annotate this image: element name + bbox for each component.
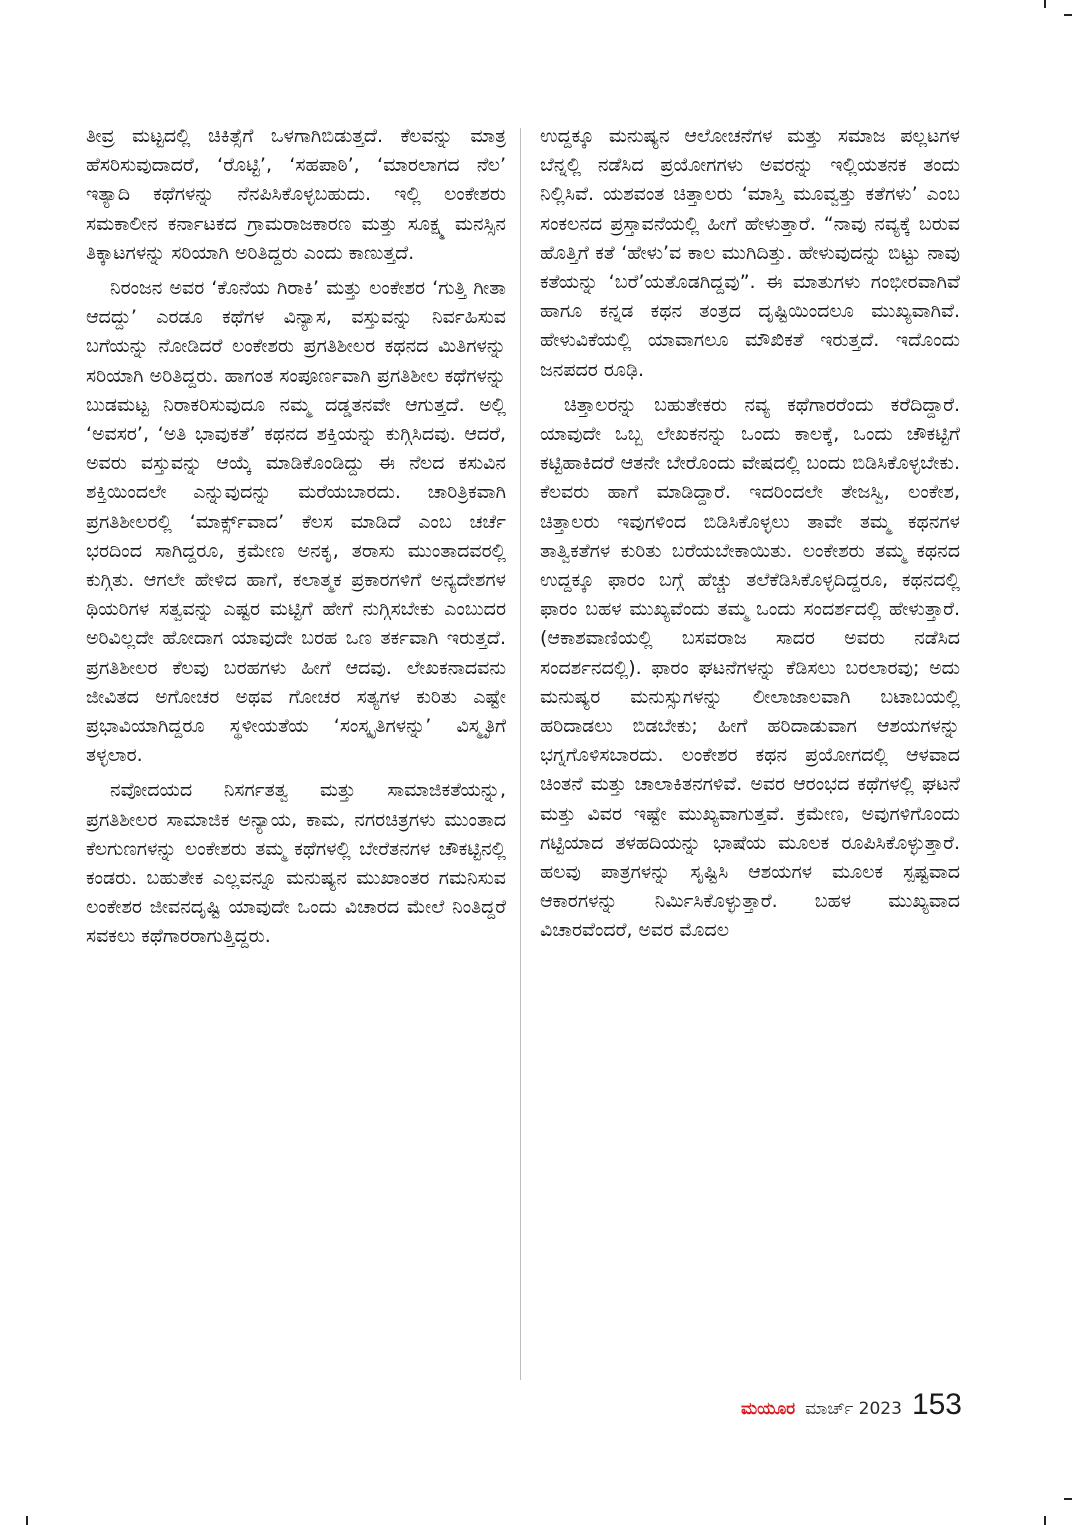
page-number: 153 bbox=[911, 1388, 962, 1421]
right-paragraph-1: ಉದ್ದಕ್ಕೂ ಮನುಷ್ಯನ ಆಲೋಚನೆಗಳ ಮತ್ತು ಸಮಾಜ ಪಲ್ಲಟಗಳ ಬೆನ್ನಲ್ಲಿ ನಡೆಸಿದ ಪ್ರಯೋಗಗಳು ಅವರನ್ನು ಇಲ್ಲಿಯತನಕ ತಂದು ನಿಲ್ಲಿಸಿವೆ. ಯಶವಂತ ಚಿತ್ತಾಲರು ‘ಮಾಸ್ತಿ ಮೂವ್ವತ್ತು ಕತೆಗಳು’ ಎಂಬ ಸಂಕಲನದ ಪ್ರಸ್ತಾವನೆಯಲ್ಲಿ ಹೀಗೆ ಹೇಳುತ್ತಾರೆ. “ನಾವು ನವ್ಯಕ್ಕೆ ಬರುವ ಹೊತ್ತಿಗೆ ಕತೆ ‘ಹೇಳು’ವ ಕಾಲ ಮುಗಿದಿತ್ತು. ಹೇಳುವುದನ್ನು ಬಿಟ್ಟು ನಾವು ಕತೆಯನ್ನು ‘ಬರೆ’ಯತೊಡಗಿದ್ದವು”. ಈ ಮಾತುಗಳು ಗಂಭೀರವಾಗಿವೆ ಹಾಗೂ ಕನ್ನಡ ಕಥನ ತಂತ್ರದ ದೃಷ್ಟಿಯಿಂದಲೂ ಮುಖ್ಯವಾಗಿವೆ. ಹೇಳುವಿಕೆಯಲ್ಲಿ ಯಾವಾಗಲೂ ಮೌಖಿಕತೆ ಇರುತ್ತದೆ. ಇದೊಂದು ಜನಪದರ ರೂಢಿ. bbox=[540, 125, 960, 381]
left-paragraph-1: ತೀವ್ರ ಮಟ್ಟದಲ್ಲಿ ಚಿಕಿತ್ಸೆಗೆ ಒಳಗಾಗಿಬಿಡುತ್ತದೆ. ಕೆಲವನ್ನು ಮಾತ್ರ ಹೆಸರಿಸುವುದಾದರೆ, ‘ರೊಟ್ಟಿ’, ‘ಸಹಪಾಠಿ’, ‘ಮಾರಲಾಗದ ನೆಲ’ ಇತ್ಯಾದಿ ಕಥೆಗಳನ್ನು ನೆನಪಿಸಿಕೊಳ್ಳಬಹುದು. ಇಲ್ಲಿ ಲಂಕೇಶರು ಸಮಕಾಲೀನ ಕರ್ನಾಟಕದ ಗ್ರಾಮರಾಜಕಾರಣ ಮತ್ತು ಸೂಕ್ಷ್ಮ ಮನಸ್ಸಿನ ತಿಕ್ಕಾಟಗಳನ್ನು ಸರಿಯಾಗಿ ಅರಿತಿದ್ದರು ಎಂದು ಕಾಣುತ್ತದೆ. bbox=[86, 125, 506, 264]
column-divider bbox=[520, 128, 521, 1380]
left-column bbox=[86, 122, 506, 1382]
left-paragraph-2: ನಿರಂಜನ ಅವರ ‘ಕೊನೆಯ ಗಿರಾಕಿ’ ಮತ್ತು ಲಂಕೇಶರ ‘ಗುತ್ತಿ ಗೀತಾ ಆದದ್ದು’ ಎರಡೂ ಕಥೆಗಳ ವಿನ್ಯಾಸ, ವಸ್ತುವನ್ನು ನಿರ್ವಹಿಸುವ ಬಗೆಯನ್ನು ನೋಡಿದರೆ ಲಂಕೇಶರು ಪ್ರಗತಿಶೀಲರ ಕಥನದ ಮಿತಿಗಳನ್ನು ಸರಿಯಾಗಿ ಅರಿತಿದ್ದರು. ಹಾಗಂತ ಸಂಪೂರ್ಣವಾಗಿ ಪ್ರಗತಿಶೀಲ ಕಥೆಗಳನ್ನು ಬುಡಮಟ್ಟ ನಿರಾಕರಿಸುವುದೂ ನಮ್ಮ ದಡ್ಡತನವೇ ಆಗುತ್ತದೆ. ಅಲ್ಲಿ ‘ಅವಸರ’, ‘ಅತಿ ಭಾವುಕತೆ’ ಕಥನದ ಶಕ್ತಿಯನ್ನು ಕುಗ್ಗಿಸಿದವು. ಆದರೆ, ಅವರು ವಸ್ತುವನ್ನು ಆಯ್ಕೆ ಮಾಡಿಕೊಂಡಿದ್ದು ಈ ನೆಲದ ಕಸುವಿನ ಶಕ್ತಿಯಿಂದಲೇ ಎನ್ನುವುದನ್ನು ಮರೆಯಬಾರದು. ಚಾರಿತ್ರಿಕವಾಗಿ ಪ್ರಗತಿಶೀಲರಲ್ಲಿ ‘ಮಾರ್ಕ್ಸ್‌ವಾದ’ ಕೆಲಸ ಮಾಡಿದೆ ಎಂಬ ಚರ್ಚೆ ಭರದಿಂದ ಸಾಗಿದ್ದರೂ, ಕ್ರಮೇಣ ಅನಕೃ, ತರಾಸು ಮುಂತಾದವರಲ್ಲಿ ಕುಗ್ಗಿತು. ಆಗಲೇ ಹೇಳಿದ ಹಾಗೆ, ಕಲಾತ್ಮಕ ಪ್ರಕಾರಗಳಿಗೆ ಅನ್ಯದೇಶಗಳ ಥಿಯರಿಗಳ ಸತ್ವವನ್ನು ಎಷ್ಟರ ಮಟ್ಟಿಗೆ ಹೇಗೆ ನುಗ್ಗಿಸಬೇಕು ಎಂಬುದರ ಅರಿವಿಲ್ಲದೇ ಹೋದಾಗ ಯಾವುದೇ ಬರಹ ಒಣ ತರ್ಕವಾಗಿ ಇರುತ್ತದೆ. ಪ್ರಗತಿಶೀಲರ ಕೆಲವು ಬರಹಗಳು ಹೀಗೆ ಆದವು. ಲೇಖಕನಾದವನು ಜೀವಿತದ ಅಗೋಚರ ಅಥವ ಗೋಚರ ಸತ್ಯಗಳ ಕುರಿತು ಎಷ್ಟೇ ಪ್ರಭಾವಿಯಾಗಿದ್ದರೂ ಸ್ಥಳೀಯತೆಯ ‘ಸಂಸ್ಕೃತಿಗಳನ್ನು’ ವಿಸ್ಮೃತಿಗೆ ತಳ್ಳಲಾರ. bbox=[86, 277, 506, 767]
crop-mark-bottom-left bbox=[26, 1516, 28, 1525]
issue-date: ಮಾರ್ಚ್ 2023 bbox=[805, 1399, 902, 1419]
crop-mark-top-right-h bbox=[1064, 14, 1072, 16]
crop-mark-bottom-right-h bbox=[1064, 1498, 1072, 1500]
left-paragraph-3: ನವೋದಯದ ನಿಸರ್ಗತತ್ವ ಮತ್ತು ಸಾಮಾಜಿಕತೆಯನ್ನು, ಪ್ರಗತಿಶೀಲರ ಸಾಮಾಜಿಕ ಅನ್ಯಾಯ, ಕಾಮ, ನಗರಚಿತ್ರಗಳು ಮುಂತಾದ ಕೆಲಗುಣಗಳನ್ನು ಲಂಕೇಶರು ತಮ್ಮ ಕಥೆಗಳಲ್ಲಿ ಬೇರೆತನಗಳ ಚೌಕಟ್ಟಿನಲ್ಲಿ ಕಂಡರು. ಬಹುತೇಕ ಎಲ್ಲವನ್ನೂ ಮನುಷ್ಯನ ಮುಖಾಂತರ ಗಮನಿಸುವ ಲಂಕೇಶರ ಜೀವನದೃಷ್ಟಿ ಯಾವುದೇ ಒಂದು ವಿಚಾರದ ಮೇಲೆ ನಿಂತಿದ್ದರೆ ಸವಕಲು ಕಥೆಗಾರರಾಗುತ್ತಿದ್ದರು. bbox=[86, 779, 506, 948]
right-column bbox=[540, 122, 960, 1382]
crop-mark-bottom-right bbox=[1044, 1516, 1046, 1525]
right-paragraph-2: ಚಿತ್ತಾಲರನ್ನು ಬಹುತೇಕರು ನವ್ಯ ಕಥೆಗಾರರೆಂದು ಕರೆದಿದ್ದಾರೆ. ಯಾವುದೇ ಒಬ್ಬ ಲೇಖಕನನ್ನು ಒಂದು ಕಾಲಕ್ಕೆ, ಒಂದು ಚೌಕಟ್ಟಿಗೆ ಕಟ್ಟಿಹಾಕಿದರೆ ಆತನೇ ಬೇರೊಂದು ವೇಷದಲ್ಲಿ ಬಂದು ಬಿಡಿಸಿಕೊಳ್ಳಬೇಕು. ಕೆಲವರು ಹಾಗೆ ಮಾಡಿದ್ದಾರೆ. ಇದರಿಂದಲೇ ತೇಜಸ್ವಿ, ಲಂಕೇಶ, ಚಿತ್ತಾಲರು ಇವುಗಳಿಂದ ಬಿಡಿಸಿಕೊಳ್ಳಲು ತಾವೇ ತಮ್ಮ ಕಥನಗಳ ತಾತ್ವಿಕತೆಗಳ ಕುರಿತು ಬರೆಯಬೇಕಾಯಿತು. ಲಂಕೇಶರು ತಮ್ಮ ಕಥನದ ಉದ್ದಕ್ಕೂ ಫಾರಂ ಬಗ್ಗೆ ಹೆಚ್ಚು ತಲೆಕೆಡಿಸಿಕೊಳ್ಳದಿದ್ದರೂ, ಕಥನದಲ್ಲಿ ಫಾರಂ ಬಹಳ ಮುಖ್ಯವೆಂದು ತಮ್ಮ ಒಂದು ಸಂದರ್ಶದಲ್ಲಿ ಹೇಳುತ್ತಾರೆ. (ಆಕಾಶವಾಣಿಯಲ್ಲಿ ಬಸವರಾಜ ಸಾದರ ಅವರು ನಡೆಸಿದ ಸಂದರ್ಶನದಲ್ಲಿ). ಫಾರಂ ಘಟನೆಗಳನ್ನು ಕೆಡಿಸಲು ಬರಲಾರವು; ಅದು ಮನುಷ್ಯರ ಮನುಸ್ಸುಗಳನ್ನು ಲೀಲಾಜಾಲವಾಗಿ ಬಟಾಬಯಲ್ಲಿ ಹರಿದಾಡಲು ಬಿಡಬೇಕು; ಹೀಗೆ ಹರಿದಾಡುವಾಗ ಆಶಯಗಳನ್ನು ಭಗ್ನಗೊಳಿಸಬಾರದು. ಲಂಕೇಶರ ಕಥನ ಪ್ರಯೋಗದಲ್ಲಿ ಆಳವಾದ ಚಿಂತನೆ ಮತ್ತು ಚಾಲಾಕಿತನಗಳಿವೆ. ಅವರ ಆರಂಭದ ಕಥೆಗಳಲ್ಲಿ ಘಟನೆ ಮತ್ತು ವಿವರ ಇಷ್ಟೇ ಮುಖ್ಯವಾಗುತ್ತವೆ. ಕ್ರಮೇಣ, ಅವುಗಳಿಗೊಂದು ಗಟ್ಟಿಯಾದ ತಳಹದಿಯನ್ನು ಭಾಷೆಯ ಮೂಲಕ ರೂಪಿಸಿಕೊಳ್ಳುತ್ತಾರೆ. ಹಲವು ಪಾತ್ರಗಳನ್ನು ಸೃಷ್ಟಿಸಿ ಆಶಯಗಳ ಮೂಲಕ ಸ್ಪಷ್ಟವಾದ ಆಕಾರಗಳನ್ನು ನಿರ್ಮಿಸಿಕೊಳ್ಳುತ್ತಾರೆ. ಬಹಳ ಮುಖ್ಯವಾದ ವಿಚಾರವೆಂದರೆ, ಅವರ ಮೊದಲ bbox=[540, 393, 960, 942]
page-footer bbox=[741, 1388, 962, 1422]
crop-mark-top-right bbox=[1044, 0, 1046, 8]
magazine-name: ಮಯೂರ bbox=[740, 1399, 796, 1419]
